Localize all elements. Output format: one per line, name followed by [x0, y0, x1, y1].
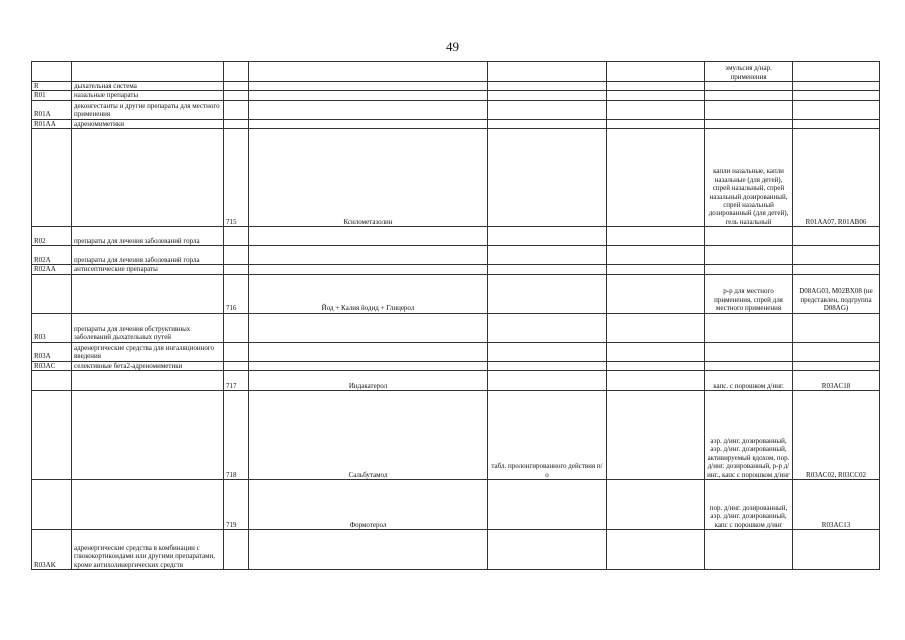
atc-code-cell: R01A: [32, 100, 72, 119]
table-row: [32, 100, 880, 119]
table-row: [32, 342, 880, 361]
inn-cell: [249, 342, 488, 361]
atc-code-cell: R01: [32, 91, 72, 100]
table-row: [32, 62, 880, 82]
dosage-form-cell: [488, 313, 607, 342]
table-row: [32, 313, 880, 342]
table-row: [32, 371, 880, 391]
dosage-form-cell-3: [705, 530, 793, 570]
atc-code-cell: R02: [32, 227, 72, 246]
group-name-cell: антисептические препараты: [72, 265, 224, 274]
atc-code-cell: R: [32, 82, 72, 91]
dosage-form-cell-3: [705, 342, 793, 361]
table-row: [32, 480, 880, 530]
group-name-cell: [72, 480, 224, 530]
dosage-form-cell: [488, 129, 607, 227]
inn-cell: [249, 62, 488, 82]
dosage-form-cell: [488, 82, 607, 91]
item-number-cell: [224, 342, 249, 361]
item-number-cell: 717: [224, 371, 249, 391]
atc-reference-cell: R03AC02, R03CC02: [793, 391, 880, 480]
page-number: 49: [446, 39, 459, 54]
table-row: [32, 361, 880, 370]
atc-code-cell: R01AA: [32, 119, 72, 128]
dosage-form-cell: [488, 274, 607, 313]
dosage-form-cell-3: [705, 91, 793, 100]
table-row: [32, 91, 880, 100]
dosage-form-cell-2: [607, 530, 705, 570]
group-name-cell: [72, 274, 224, 313]
item-number-cell: 718: [224, 391, 249, 480]
atc-reference-cell: [793, 265, 880, 274]
item-number-cell: [224, 100, 249, 119]
atc-reference-cell: [793, 530, 880, 570]
inn-cell: Сальбутамол: [249, 391, 488, 480]
item-number-cell: [224, 265, 249, 274]
dosage-form-cell-3: аэр. д/инг. дозированный, аэр. д/инг. дозированный, активируемый вдохом, пор. д/инг. дозированный, р-р д/инг., капс с порошком д/инг: [705, 391, 793, 480]
dosage-form-cell-3: эмульсия д/нар. применения: [705, 62, 793, 82]
atc-reference-cell: [793, 342, 880, 361]
atc-reference-cell: R03AC18: [793, 371, 880, 391]
group-name-cell: назальные препараты: [72, 91, 224, 100]
atc-reference-cell: D08AG03, M02BX08 (не представлен, подгруппа D08AG): [793, 274, 880, 313]
dosage-form-cell-3: [705, 265, 793, 274]
item-number-cell: 719: [224, 480, 249, 530]
atc-reference-cell: [793, 227, 880, 246]
atc-reference-cell: R03AC13: [793, 480, 880, 530]
atc-code-cell: [32, 274, 72, 313]
group-name-cell: деконгестанты и другие препараты для местного применения: [72, 100, 224, 119]
group-name-cell: препараты для лечения заболеваний горла: [72, 246, 224, 265]
inn-cell: [249, 100, 488, 119]
group-name-cell: селективные бета2-адреномиметики: [72, 361, 224, 370]
dosage-form-cell-2: [607, 91, 705, 100]
dosage-form-cell-3: [705, 82, 793, 91]
atc-reference-cell: [793, 313, 880, 342]
dosage-form-cell: табл. пролонгированного действия п/о: [488, 391, 607, 480]
dosage-form-cell-2: [607, 62, 705, 82]
atc-code-cell: R03A: [32, 342, 72, 361]
atc-reference-cell: [793, 100, 880, 119]
atc-reference-cell: R01AA07, R01AB06: [793, 129, 880, 227]
dosage-form-cell-2: [607, 265, 705, 274]
dosage-form-cell: [488, 62, 607, 82]
table-row: [32, 227, 880, 246]
table-row: [32, 129, 880, 227]
table-row: [32, 119, 880, 128]
item-number-cell: [224, 82, 249, 91]
group-name-cell: дыхательная система: [72, 82, 224, 91]
atc-code-cell: R03AK: [32, 530, 72, 570]
table-row: [32, 530, 880, 570]
dosage-form-cell-3: [705, 361, 793, 370]
group-name-cell: [72, 391, 224, 480]
inn-cell: Ксилометазолин: [249, 129, 488, 227]
atc-code-cell: [32, 371, 72, 391]
atc-code-cell: R03: [32, 313, 72, 342]
table-row: [32, 274, 880, 313]
inn-cell: [249, 313, 488, 342]
dosage-form-cell: [488, 227, 607, 246]
inn-cell: [249, 361, 488, 370]
inn-cell: Йод + Калия йодид + Глицерол: [249, 274, 488, 313]
dosage-form-cell-2: [607, 342, 705, 361]
table-row: [32, 82, 880, 91]
dosage-form-cell-3: капли назальные, капли назальные (для детей), спрей назальный, спрей назальный дозированный, спрей назальный дозированный (для детей), гель назальный: [705, 129, 793, 227]
dosage-form-cell-3: [705, 100, 793, 119]
group-name-cell: [72, 129, 224, 227]
inn-cell: Индакатерол: [249, 371, 488, 391]
group-name-cell: [72, 371, 224, 391]
dosage-form-cell-3: [705, 313, 793, 342]
dosage-form-cell: [488, 100, 607, 119]
dosage-form-cell-2: [607, 129, 705, 227]
atc-code-cell: [32, 480, 72, 530]
atc-reference-cell: [793, 119, 880, 128]
item-number-cell: [224, 62, 249, 82]
dosage-form-cell-2: [607, 313, 705, 342]
atc-code-cell: R03AC: [32, 361, 72, 370]
atc-reference-cell: [793, 62, 880, 82]
item-number-cell: [224, 227, 249, 246]
inn-cell: [249, 82, 488, 91]
dosage-form-cell: [488, 530, 607, 570]
table-row: [32, 265, 880, 274]
dosage-form-cell-2: [607, 82, 705, 91]
inn-cell: [249, 246, 488, 265]
group-name-cell: [72, 62, 224, 82]
dosage-form-cell: [488, 246, 607, 265]
atc-code-cell: R02A: [32, 246, 72, 265]
dosage-form-cell-3: пор. д/инг. дозированный, аэр. д/инг. дозированный, капс с порошком д/инг: [705, 480, 793, 530]
dosage-form-cell: [488, 265, 607, 274]
atc-reference-cell: [793, 246, 880, 265]
dosage-form-cell: [488, 361, 607, 370]
dosage-form-cell-2: [607, 480, 705, 530]
atc-code-cell: [32, 391, 72, 480]
dosage-form-cell: [488, 119, 607, 128]
item-number-cell: [224, 361, 249, 370]
dosage-form-cell: [488, 371, 607, 391]
dosage-form-cell: [488, 480, 607, 530]
inn-cell: [249, 265, 488, 274]
item-number-cell: 715: [224, 129, 249, 227]
dosage-form-cell-3: р-р для местного применения, спрей для местного применения: [705, 274, 793, 313]
atc-code-cell: [32, 129, 72, 227]
dosage-form-cell-2: [607, 361, 705, 370]
dosage-form-cell-2: [607, 100, 705, 119]
group-name-cell: адреномиметики: [72, 119, 224, 128]
dosage-form-cell-2: [607, 227, 705, 246]
item-number-cell: [224, 313, 249, 342]
item-number-cell: [224, 530, 249, 570]
dosage-form-cell-2: [607, 246, 705, 265]
atc-code-cell: [32, 62, 72, 82]
inn-cell: Формотерол: [249, 480, 488, 530]
group-name-cell: адренергические средства для ингаляционного введения: [72, 342, 224, 361]
item-number-cell: [224, 91, 249, 100]
atc-reference-cell: [793, 82, 880, 91]
group-name-cell: адренергические средства в комбинации с глюкокортикоидами или другими препаратами, кроме антихолинергических средств: [72, 530, 224, 570]
table-row: [32, 391, 880, 480]
dosage-form-cell-2: [607, 391, 705, 480]
inn-cell: [249, 530, 488, 570]
group-name-cell: препараты для лечения обструктивных заболеваний дыхательных путей: [72, 313, 224, 342]
drug-list-table: [31, 61, 880, 570]
table-row: [32, 246, 880, 265]
atc-reference-cell: [793, 361, 880, 370]
dosage-form-cell-2: [607, 119, 705, 128]
dosage-form-cell-3: [705, 246, 793, 265]
dosage-form-cell: [488, 342, 607, 361]
dosage-form-cell: [488, 91, 607, 100]
atc-reference-cell: [793, 91, 880, 100]
inn-cell: [249, 91, 488, 100]
dosage-form-cell-2: [607, 371, 705, 391]
inn-cell: [249, 227, 488, 246]
item-number-cell: [224, 246, 249, 265]
dosage-form-cell-2: [607, 274, 705, 313]
item-number-cell: [224, 119, 249, 128]
atc-code-cell: R02AA: [32, 265, 72, 274]
item-number-cell: 716: [224, 274, 249, 313]
dosage-form-cell-3: [705, 119, 793, 128]
inn-cell: [249, 119, 488, 128]
dosage-form-cell-3: капс. с порошком д/инг.: [705, 371, 793, 391]
group-name-cell: препараты для лечения заболеваний горла: [72, 227, 224, 246]
dosage-form-cell-3: [705, 227, 793, 246]
